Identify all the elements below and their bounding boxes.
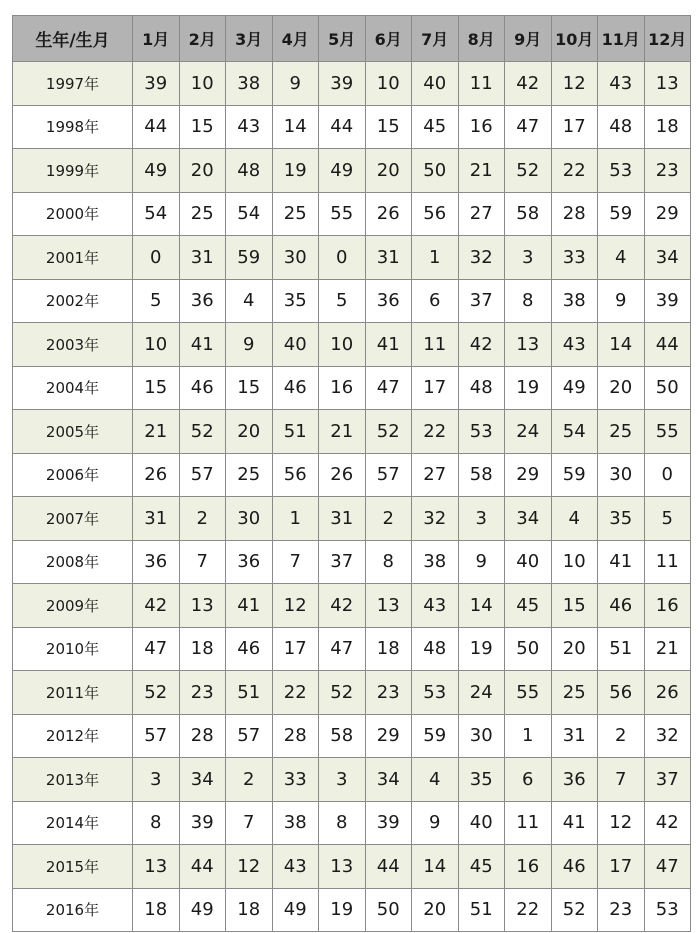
row-year-label: 2002年 <box>13 279 133 323</box>
row-year-label: 2010年 <box>13 627 133 671</box>
table-cell: 47 <box>133 627 180 671</box>
table-cell: 18 <box>133 888 180 932</box>
table-cell: 7 <box>226 801 273 845</box>
table-cell: 14 <box>412 845 459 889</box>
table-cell: 21 <box>133 410 180 454</box>
table-cell: 1 <box>272 497 319 541</box>
row-year-label: 2016年 <box>13 888 133 932</box>
table-cell: 8 <box>365 540 412 584</box>
table-cell: 47 <box>365 366 412 410</box>
table-cell: 34 <box>365 758 412 802</box>
table-cell: 7 <box>179 540 226 584</box>
table-cell: 15 <box>551 584 598 628</box>
table-cell: 20 <box>365 149 412 193</box>
table-cell: 23 <box>179 671 226 715</box>
header-corner-label: 生年/生月 <box>13 16 133 62</box>
table-cell: 21 <box>644 627 691 671</box>
table-row <box>13 888 691 932</box>
table-cell: 43 <box>598 62 645 106</box>
table-row <box>13 714 691 758</box>
table-cell: 16 <box>319 366 366 410</box>
table-cell: 42 <box>644 801 691 845</box>
table-cell: 26 <box>644 671 691 715</box>
table-cell: 49 <box>133 149 180 193</box>
table-cell: 2 <box>226 758 273 802</box>
row-year-label: 2015年 <box>13 845 133 889</box>
table-cell: 59 <box>226 236 273 280</box>
table-cell: 44 <box>319 105 366 149</box>
table-cell: 13 <box>133 845 180 889</box>
table-cell: 19 <box>272 149 319 193</box>
table-cell: 34 <box>644 236 691 280</box>
table-cell: 46 <box>226 627 273 671</box>
table-row <box>13 279 691 323</box>
table-cell: 0 <box>133 236 180 280</box>
table-cell: 14 <box>598 323 645 367</box>
table-cell: 55 <box>505 671 552 715</box>
table-cell: 30 <box>598 453 645 497</box>
table-cell: 17 <box>272 627 319 671</box>
table-cell: 36 <box>133 540 180 584</box>
table-cell: 44 <box>133 105 180 149</box>
table-cell: 39 <box>365 801 412 845</box>
table-row <box>13 236 691 280</box>
table-cell: 21 <box>458 149 505 193</box>
table-cell: 39 <box>179 801 226 845</box>
table-cell: 8 <box>133 801 180 845</box>
birth-year-month-table <box>12 15 691 932</box>
table-cell: 43 <box>412 584 459 628</box>
table-cell: 4 <box>598 236 645 280</box>
table-cell: 42 <box>133 584 180 628</box>
table-cell: 15 <box>226 366 273 410</box>
table-cell: 51 <box>272 410 319 454</box>
table-cell: 26 <box>365 192 412 236</box>
table-cell: 11 <box>458 62 505 106</box>
table-cell: 57 <box>179 453 226 497</box>
table-cell: 13 <box>644 62 691 106</box>
table-cell: 2 <box>365 497 412 541</box>
table-cell: 35 <box>598 497 645 541</box>
table-cell: 39 <box>319 62 366 106</box>
table-cell: 16 <box>505 845 552 889</box>
table-cell: 46 <box>179 366 226 410</box>
header-month-6: 6月 <box>365 16 412 62</box>
table-cell: 13 <box>365 584 412 628</box>
table-cell: 38 <box>412 540 459 584</box>
table-cell: 48 <box>226 149 273 193</box>
table-cell: 49 <box>319 149 366 193</box>
table-cell: 56 <box>598 671 645 715</box>
table-cell: 49 <box>551 366 598 410</box>
table-cell: 15 <box>365 105 412 149</box>
table-cell: 20 <box>179 149 226 193</box>
table-cell: 5 <box>319 279 366 323</box>
table-cell: 18 <box>226 888 273 932</box>
table-cell: 9 <box>272 62 319 106</box>
table-cell: 18 <box>179 627 226 671</box>
header-month-11: 11月 <box>598 16 645 62</box>
table-cell: 20 <box>551 627 598 671</box>
table-cell: 7 <box>272 540 319 584</box>
table-cell: 12 <box>226 845 273 889</box>
table-cell: 40 <box>505 540 552 584</box>
table-cell: 47 <box>319 627 366 671</box>
table-cell: 2 <box>179 497 226 541</box>
table-cell: 31 <box>551 714 598 758</box>
table-cell: 38 <box>272 801 319 845</box>
table-cell: 20 <box>226 410 273 454</box>
table-cell: 32 <box>644 714 691 758</box>
table-cell: 19 <box>505 366 552 410</box>
header-month-7: 7月 <box>412 16 459 62</box>
table-cell: 43 <box>226 105 273 149</box>
table-cell: 11 <box>505 801 552 845</box>
table-row <box>13 801 691 845</box>
table-cell: 9 <box>458 540 505 584</box>
table-cell: 24 <box>458 671 505 715</box>
table-cell: 54 <box>133 192 180 236</box>
table-cell: 7 <box>598 758 645 802</box>
table-cell: 31 <box>179 236 226 280</box>
table-cell: 41 <box>365 323 412 367</box>
table-cell: 48 <box>598 105 645 149</box>
header-month-10: 10月 <box>551 16 598 62</box>
table-row <box>13 62 691 106</box>
table-cell: 18 <box>365 627 412 671</box>
table-cell: 28 <box>179 714 226 758</box>
table-cell: 44 <box>644 323 691 367</box>
table-cell: 41 <box>598 540 645 584</box>
table-cell: 43 <box>272 845 319 889</box>
table-cell: 10 <box>551 540 598 584</box>
table-cell: 16 <box>644 584 691 628</box>
table-cell: 53 <box>598 149 645 193</box>
table-cell: 55 <box>319 192 366 236</box>
table-cell: 51 <box>458 888 505 932</box>
table-cell: 34 <box>505 497 552 541</box>
table-cell: 53 <box>644 888 691 932</box>
table-cell: 9 <box>598 279 645 323</box>
table-cell: 59 <box>551 453 598 497</box>
table-cell: 56 <box>272 453 319 497</box>
table-cell: 13 <box>319 845 366 889</box>
table-cell: 13 <box>505 323 552 367</box>
table-cell: 52 <box>133 671 180 715</box>
table-cell: 0 <box>319 236 366 280</box>
row-year-label: 1998年 <box>13 105 133 149</box>
table-cell: 50 <box>644 366 691 410</box>
table-cell: 35 <box>458 758 505 802</box>
header-month-12: 12月 <box>644 16 691 62</box>
table-cell: 19 <box>319 888 366 932</box>
table-cell: 38 <box>226 62 273 106</box>
table-cell: 36 <box>551 758 598 802</box>
table-cell: 28 <box>272 714 319 758</box>
table-row <box>13 323 691 367</box>
table-cell: 12 <box>598 801 645 845</box>
table-cell: 25 <box>598 410 645 454</box>
table-cell: 32 <box>412 497 459 541</box>
table-cell: 39 <box>644 279 691 323</box>
table-cell: 41 <box>226 584 273 628</box>
table-cell: 28 <box>551 192 598 236</box>
header-month-9: 9月 <box>505 16 552 62</box>
table-cell: 47 <box>505 105 552 149</box>
table-cell: 16 <box>458 105 505 149</box>
table-cell: 3 <box>133 758 180 802</box>
table-row <box>13 758 691 802</box>
table-cell: 50 <box>505 627 552 671</box>
table-row <box>13 540 691 584</box>
table-cell: 57 <box>226 714 273 758</box>
table-cell: 30 <box>226 497 273 541</box>
row-year-label: 2005年 <box>13 410 133 454</box>
table-cell: 20 <box>598 366 645 410</box>
table-cell: 30 <box>458 714 505 758</box>
table-cell: 40 <box>412 62 459 106</box>
table-cell: 37 <box>319 540 366 584</box>
table-cell: 20 <box>412 888 459 932</box>
table-cell: 22 <box>505 888 552 932</box>
table-cell: 36 <box>179 279 226 323</box>
table-cell: 42 <box>319 584 366 628</box>
table-cell: 36 <box>365 279 412 323</box>
table-cell: 2 <box>598 714 645 758</box>
table-cell: 52 <box>505 149 552 193</box>
table-cell: 8 <box>505 279 552 323</box>
table-cell: 17 <box>412 366 459 410</box>
table-cell: 10 <box>319 323 366 367</box>
table-cell: 26 <box>319 453 366 497</box>
table-cell: 32 <box>458 236 505 280</box>
table-cell: 31 <box>133 497 180 541</box>
table-cell: 0 <box>644 453 691 497</box>
table-cell: 51 <box>226 671 273 715</box>
table-cell: 11 <box>412 323 459 367</box>
table-cell: 26 <box>133 453 180 497</box>
table-cell: 34 <box>179 758 226 802</box>
row-year-label: 2001年 <box>13 236 133 280</box>
table-cell: 13 <box>179 584 226 628</box>
row-year-label: 2000年 <box>13 192 133 236</box>
header-month-3: 3月 <box>226 16 273 62</box>
row-year-label: 2008年 <box>13 540 133 584</box>
table-cell: 25 <box>179 192 226 236</box>
table-cell: 15 <box>133 366 180 410</box>
table-cell: 5 <box>133 279 180 323</box>
table-row <box>13 845 691 889</box>
table-cell: 23 <box>598 888 645 932</box>
table-row <box>13 192 691 236</box>
table-cell: 4 <box>412 758 459 802</box>
table-cell: 31 <box>319 497 366 541</box>
table-cell: 30 <box>272 236 319 280</box>
table-cell: 59 <box>598 192 645 236</box>
table-cell: 52 <box>551 888 598 932</box>
table-cell: 11 <box>644 540 691 584</box>
header-row <box>13 16 691 62</box>
table-cell: 45 <box>412 105 459 149</box>
table-cell: 40 <box>458 801 505 845</box>
table-cell: 56 <box>412 192 459 236</box>
row-year-label: 1999年 <box>13 149 133 193</box>
table-cell: 24 <box>505 410 552 454</box>
table-cell: 1 <box>505 714 552 758</box>
table-cell: 3 <box>505 236 552 280</box>
table-cell: 29 <box>365 714 412 758</box>
table-cell: 52 <box>365 410 412 454</box>
table-cell: 53 <box>458 410 505 454</box>
table-cell: 27 <box>458 192 505 236</box>
table-cell: 17 <box>551 105 598 149</box>
header-month-2: 2月 <box>179 16 226 62</box>
table-cell: 57 <box>133 714 180 758</box>
table-cell: 23 <box>644 149 691 193</box>
table-cell: 31 <box>365 236 412 280</box>
table-cell: 29 <box>505 453 552 497</box>
table-cell: 25 <box>226 453 273 497</box>
table-row <box>13 453 691 497</box>
table-cell: 58 <box>319 714 366 758</box>
table-cell: 41 <box>551 801 598 845</box>
table-cell: 52 <box>179 410 226 454</box>
table-cell: 29 <box>644 192 691 236</box>
table-cell: 42 <box>458 323 505 367</box>
row-year-label: 2006年 <box>13 453 133 497</box>
table-cell: 9 <box>412 801 459 845</box>
table-cell: 54 <box>551 410 598 454</box>
table-cell: 57 <box>365 453 412 497</box>
table-cell: 5 <box>644 497 691 541</box>
table-cell: 4 <box>226 279 273 323</box>
table-cell: 51 <box>598 627 645 671</box>
table-cell: 19 <box>458 627 505 671</box>
row-year-label: 2014年 <box>13 801 133 845</box>
table-cell: 46 <box>551 845 598 889</box>
table-cell: 14 <box>458 584 505 628</box>
table-cell: 48 <box>458 366 505 410</box>
table-cell: 33 <box>551 236 598 280</box>
table-cell: 37 <box>644 758 691 802</box>
table-cell: 17 <box>598 845 645 889</box>
header-month-8: 8月 <box>458 16 505 62</box>
table-cell: 40 <box>272 323 319 367</box>
table-cell: 18 <box>644 105 691 149</box>
table-cell: 33 <box>272 758 319 802</box>
table-cell: 49 <box>272 888 319 932</box>
table-cell: 23 <box>365 671 412 715</box>
table-cell: 10 <box>179 62 226 106</box>
table-cell: 45 <box>505 584 552 628</box>
table-row <box>13 366 691 410</box>
table-cell: 39 <box>133 62 180 106</box>
table-cell: 53 <box>412 671 459 715</box>
table-cell: 3 <box>319 758 366 802</box>
header-month-5: 5月 <box>319 16 366 62</box>
header-month-1: 1月 <box>133 16 180 62</box>
table-cell: 44 <box>365 845 412 889</box>
table-cell: 14 <box>272 105 319 149</box>
table-cell: 35 <box>272 279 319 323</box>
table-cell: 27 <box>412 453 459 497</box>
table-cell: 55 <box>644 410 691 454</box>
table-cell: 10 <box>365 62 412 106</box>
row-year-label: 2009年 <box>13 584 133 628</box>
table-cell: 41 <box>179 323 226 367</box>
row-year-label: 1997年 <box>13 62 133 106</box>
table-cell: 59 <box>412 714 459 758</box>
table-row <box>13 627 691 671</box>
table-cell: 12 <box>551 62 598 106</box>
table-cell: 45 <box>458 845 505 889</box>
table-cell: 15 <box>179 105 226 149</box>
table-cell: 6 <box>505 758 552 802</box>
table-row <box>13 584 691 628</box>
table-row <box>13 105 691 149</box>
table-cell: 12 <box>272 584 319 628</box>
table-row <box>13 149 691 193</box>
table-cell: 8 <box>319 801 366 845</box>
table-cell: 43 <box>551 323 598 367</box>
row-year-label: 2004年 <box>13 366 133 410</box>
header-month-4: 4月 <box>272 16 319 62</box>
row-year-label: 2007年 <box>13 497 133 541</box>
table-cell: 22 <box>412 410 459 454</box>
table-cell: 6 <box>412 279 459 323</box>
row-year-label: 2012年 <box>13 714 133 758</box>
table-cell: 42 <box>505 62 552 106</box>
table-cell: 4 <box>551 497 598 541</box>
table-cell: 22 <box>551 149 598 193</box>
table-row <box>13 410 691 454</box>
table-cell: 58 <box>505 192 552 236</box>
table-cell: 22 <box>272 671 319 715</box>
table-cell: 21 <box>319 410 366 454</box>
table-cell: 49 <box>179 888 226 932</box>
row-year-label: 2003年 <box>13 323 133 367</box>
table-cell: 25 <box>551 671 598 715</box>
table-cell: 36 <box>226 540 273 584</box>
table-cell: 44 <box>179 845 226 889</box>
table-cell: 37 <box>458 279 505 323</box>
table-cell: 25 <box>272 192 319 236</box>
table-cell: 54 <box>226 192 273 236</box>
table-cell: 48 <box>412 627 459 671</box>
row-year-label: 2011年 <box>13 671 133 715</box>
table-cell: 58 <box>458 453 505 497</box>
table-cell: 46 <box>598 584 645 628</box>
table-cell: 10 <box>133 323 180 367</box>
table-body <box>13 62 691 932</box>
table-row <box>13 497 691 541</box>
table-cell: 47 <box>644 845 691 889</box>
table-cell: 38 <box>551 279 598 323</box>
table-cell: 3 <box>458 497 505 541</box>
row-year-label: 2013年 <box>13 758 133 802</box>
table-row <box>13 671 691 715</box>
table-cell: 46 <box>272 366 319 410</box>
table-cell: 9 <box>226 323 273 367</box>
table-cell: 50 <box>365 888 412 932</box>
table-cell: 1 <box>412 236 459 280</box>
table-cell: 50 <box>412 149 459 193</box>
table-cell: 52 <box>319 671 366 715</box>
